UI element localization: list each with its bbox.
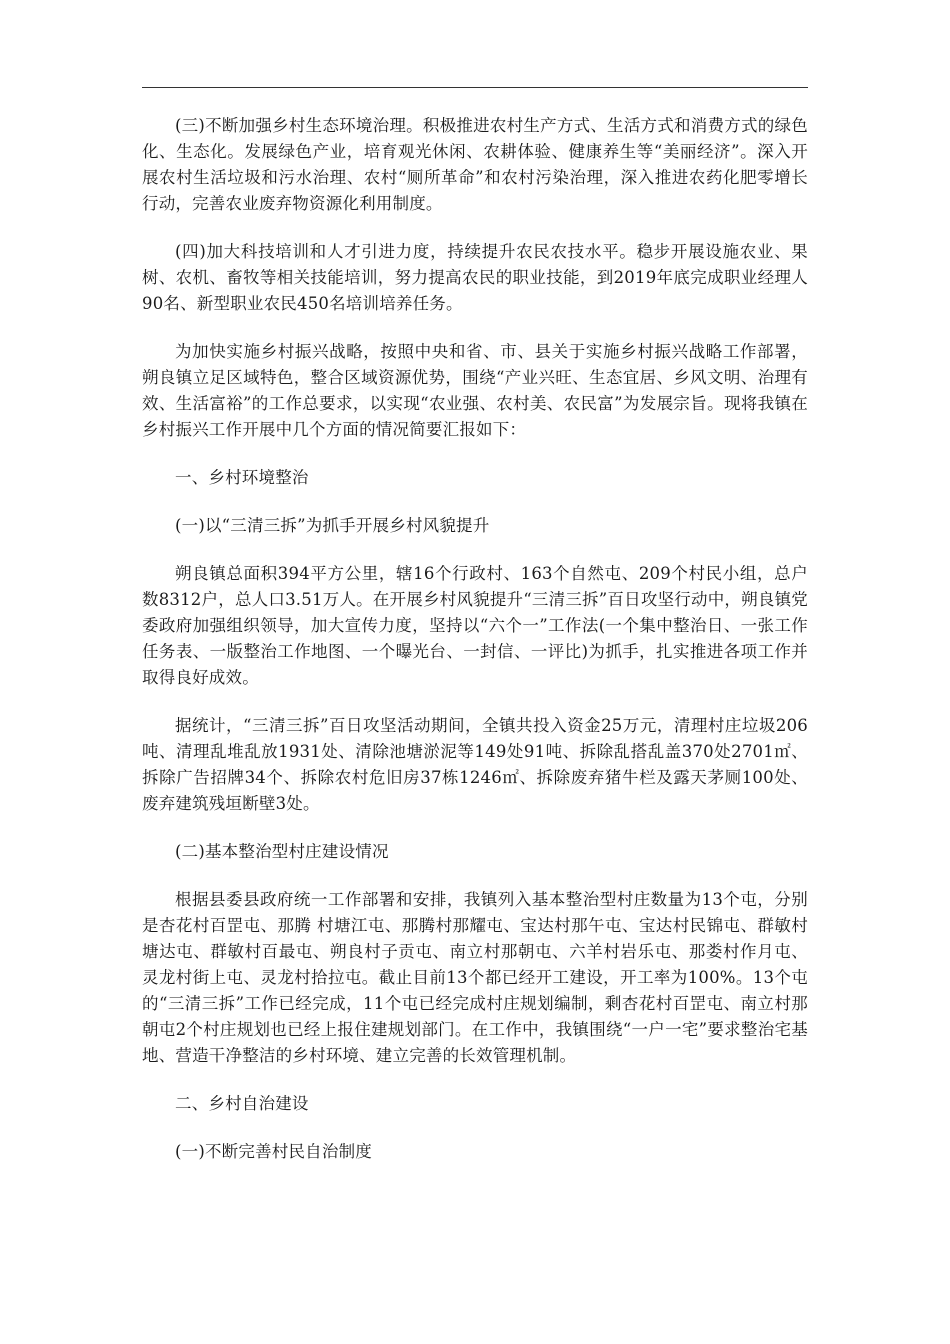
subsection-heading-1-2: (二)基本整治型村庄建设情况: [175, 842, 389, 861]
header-rule: [142, 87, 808, 88]
paragraph-village-construction: 根据县委县政府统一工作部署和安排，我镇列入基本整治型村庄数量为13个屯，分别是杏花村百罡屯、那腾 村塘江屯、那腾村那耀屯、宝达村那午屯、宝达村民锦屯、群敏村塘达屯、群敏村百最屯、朔良村子贡屯、南立村那朝屯、六羊村岩乐屯、那娄村作月屯、灵龙村街上屯、灵龙村拾拉屯。截止目前13个都已经开工建设，开工率为100%。13个屯的“三清三拆”工作已经完成，11个屯已经完成村庄规划编制，剩杏花村百罡屯、南立村那朝屯2个村庄规划也已经上报住建规划部门。在工作中，我镇围绕“一户一宅”要求整治宅基地、营造干净整洁的乡村环境、建立完善的长效管理机制。: [142, 890, 808, 1065]
paragraph-ecology: (三)不断加强乡村生态环境治理。积极推进农村生产方式、生活方式和消费方式的绿色化、生态化。发展绿色产业，培育观光休闲、农耕体验、健康养生等“美丽经济”。深入开展农村生活垃圾和污水治理、农村“厕所革命”和农村污染治理，深入推进农药化肥零增长行动，完善农业废弃物资源化利用制度。: [142, 116, 808, 213]
paragraph-training: (四)加大科技培训和人才引进力度，持续提升农民农技水平。稳步开展设施农业、果树、农机、畜牧等相关技能培训，努力提高农民的职业技能，到2019年底完成职业经理人90名、新型职业农民450名培训培养任务。: [142, 242, 808, 313]
subsection-heading-2-1: (一)不断完善村民自治制度: [175, 1142, 372, 1161]
paragraph-statistics: 据统计，“三清三拆”百日攻坚活动期间，全镇共投入资金25万元，清理村庄垃圾206吨、清理乱堆乱放1931处、清除池塘淤泥等149处91吨、拆除乱搭乱盖370处2701㎡、拆除广告招牌34个、拆除农村危旧房37栋1246㎡、拆除废弃猪牛栏及露天茅厕100处、废弃建筑残垣断壁3处。: [142, 716, 808, 813]
section-heading-1: 一、乡村环境整治: [175, 468, 309, 487]
paragraph-town-overview: 朔良镇总面积394平方公里，辖16个行政村、163个自然屯、209个村民小组，总户数8312户，总人口3.51万人。在开展乡村风貌提升“三清三拆”百日攻坚行动中，朔良镇党委政府加强组织领导，加大宣传力度，坚持以“六个一”工作法(一个集中整治日、一张工作任务表、一版整治工作地图、一个曝光台、一封信、一评比)为抓手，扎实推进各项工作并取得良好成效。: [142, 564, 808, 687]
subsection-heading-1-1: (一)以“三清三拆”为抓手开展乡村风貌提升: [175, 516, 490, 535]
document-body: [142, 113, 808, 1187]
paragraph-intro: 为加快实施乡村振兴战略，按照中央和省、市、县关于实施乡村振兴战略工作部署，朔良镇立足区域特色，整合区域资源优势，围绕“产业兴旺、生态宜居、乡风文明、治理有效、生活富裕”的工作总要求，以实现“农业强、农村美、农民富”为发展宗旨。现将我镇在乡村振兴工作开展中几个方面的情况简要汇报如下：: [142, 342, 808, 439]
section-heading-2: 二、乡村自治建设: [175, 1094, 309, 1113]
